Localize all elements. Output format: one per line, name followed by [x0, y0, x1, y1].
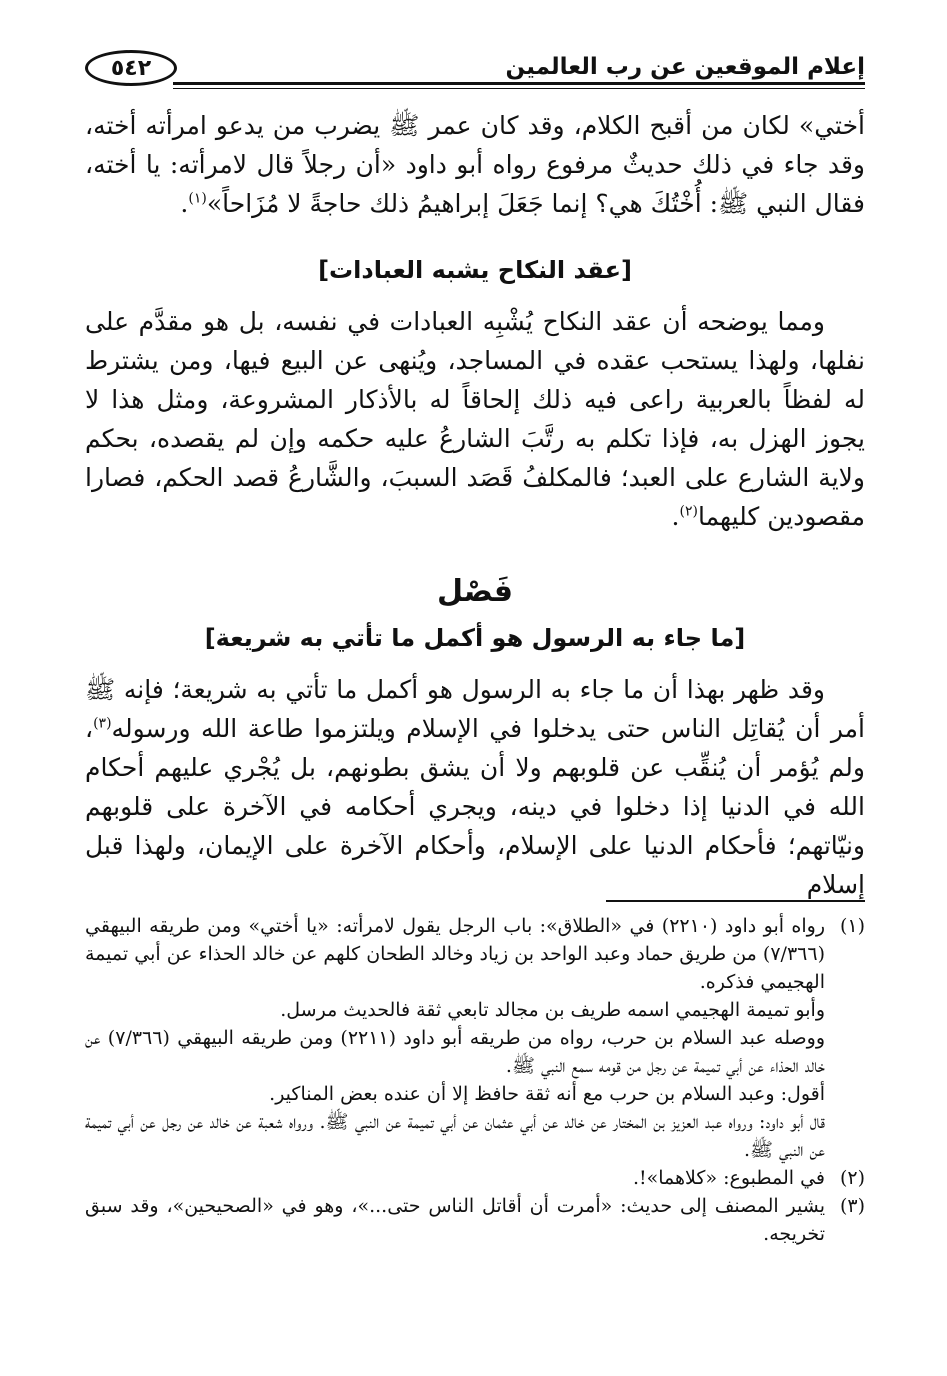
paragraph-1 — [85, 106, 865, 223]
footnote-line: ووصله عبد السلام بن حرب، رواه من طريقه أبو داود (٢٢١١) ومن طريقه البيهقي (٧/٣٦٦) عن خالد الحذاء عن أبي تميمة عن رجل من قومه سمع النبي ﷺ. — [85, 1027, 826, 1077]
footnote-number: (٢) — [839, 1167, 865, 1189]
page-number: ٥٤٢ — [85, 50, 177, 86]
paragraph-3-text-a: وقد ظهر بهذا أن ما جاء به الرسول هو أكمل ما تأتي به شريعة؛ فإنه ﷺ أمر أن يُقاتِل الناس حتى يدخلوا في الإسلام ويلتزموا طاعة الله ورسوله — [85, 675, 865, 743]
header-rule — [173, 82, 865, 85]
paragraph-2-end: . — [671, 502, 680, 531]
footnotes — [85, 912, 865, 1248]
footnote-body — [85, 912, 825, 1164]
footnote-2 — [85, 1164, 865, 1192]
footnote-line: أقول: وعبد السلام بن حرب مع أنه ثقة حافظ إلا أن عنده بعض المناكير. — [269, 1083, 825, 1105]
footnote-separator — [606, 900, 865, 902]
footnote-line: قال أبو داود: ورواه عبد العزيز بن المختار عن خالد عن أبي عثمان عن أبي تميمة عن النبي ﷺ. ورواه شعبة عن خالد عن رجل عن أبي تميمة عن النبي ﷺ. — [85, 1111, 825, 1161]
paragraph-3-text-b: ، ولم يُؤمر أن يُنقِّب عن قلوبهم ولا أن يشق بطونهم، بل يُجْري عليهم أحكام الله في الدنيا إذا دخلوا في دينه، ويجري أحكامه في الآخرة على قلوبهم ونيّاتهم؛ فأحكام الدنيا على الإسلام، وأحكام الآخرة على الإيمان، ولهذا قبل إسلام — [85, 714, 865, 899]
section-heading-nikah: [عقد النكاح يشبه العبادات] — [318, 256, 632, 284]
header-rule-thin — [173, 88, 865, 89]
footnote-ref-2: (٢) — [679, 503, 698, 520]
paragraph-2-text: ومما يوضحه أن عقد النكاح يُشْبِه العبادات في نفسه، بل هو مقدَّم على نفلها، ولهذا يستحب عقده في المساجد، ويُنهى عن البيع فيها، ومن يشترط له لفظاً بالعربية راعى فيه ذلك إلحاقاً له بالأذكار المشروعة، ومثل هذا لا يجوز الهزل به، فإذا تكلم به رتَّبَ الشارعُ عليه حكمه وإن لم يقصده، بحكم ولاية الشارع على العبد؛ فالمكلفُ قَصَد السببَ، والشَّارعُ قصد الحكم، فصارا مقصودين كليهما — [85, 307, 865, 531]
footnote-ref-3: (٣) — [93, 715, 112, 732]
footnote-3 — [85, 1192, 865, 1248]
footnote-line: رواه أبو داود (٢٢١٠) في «الطلاق»: باب الرجل يقول لامرأته: «يا أختي» ومن طريقه البيهقي (٧/٣٦٦) من طريق حماد وعبد الواحد بن زياد وخالد الطحان كلهم عن خالد الحذاء عن أبي تميمة الهجيمي فذكره. — [85, 915, 826, 993]
section-heading-sharia: [ما جاء به الرسول هو أكمل ما تأتي به شريعة] — [204, 624, 746, 652]
paragraph-1-text: أختي» لكان من أقبح الكلام، وقد كان عمر ﷺ يضرب من يدعو امرأته أخته، وقد جاء في ذلك حديثٌ مرفوع رواه أبو داود «أن رجلاً قال لامرأته: يا أخته، فقال النبي ﷺ: أُخْتُكَ هي؟ إنما جَعَلَ إبراهيمُ ذلك حاجةً لا مُزَاحاً» — [85, 111, 865, 218]
paragraph-3 — [85, 670, 865, 904]
main-text — [85, 106, 865, 904]
page-header — [85, 48, 865, 96]
footnote-body — [85, 1192, 825, 1248]
paragraph-2 — [85, 302, 865, 536]
footnote-ref-1: (١) — [188, 190, 207, 207]
running-title: إعلام الموقعين عن رب العالمين — [505, 54, 865, 80]
fasl-heading: فَصْل — [437, 574, 513, 609]
paragraph-1-end: . — [180, 189, 189, 218]
footnote-number: (٣) — [839, 1195, 865, 1217]
footnote-body — [85, 1164, 825, 1192]
footnote-line: في المطبوع: «كلاهما»!. — [632, 1167, 825, 1189]
footnote-line: وأبو تميمة الهجيمي اسمه طريف بن مجالد تابعي ثقة فالحديث مرسل. — [280, 999, 825, 1021]
footnote-line: يشير المصنف إلى حديث: «أمرت أن أقاتل الناس حتى...»، وهو في «الصحيحين»، وقد سبق تخريجه. — [85, 1195, 825, 1245]
footnote-number: (١) — [839, 915, 865, 937]
footnote-1 — [85, 912, 865, 1164]
